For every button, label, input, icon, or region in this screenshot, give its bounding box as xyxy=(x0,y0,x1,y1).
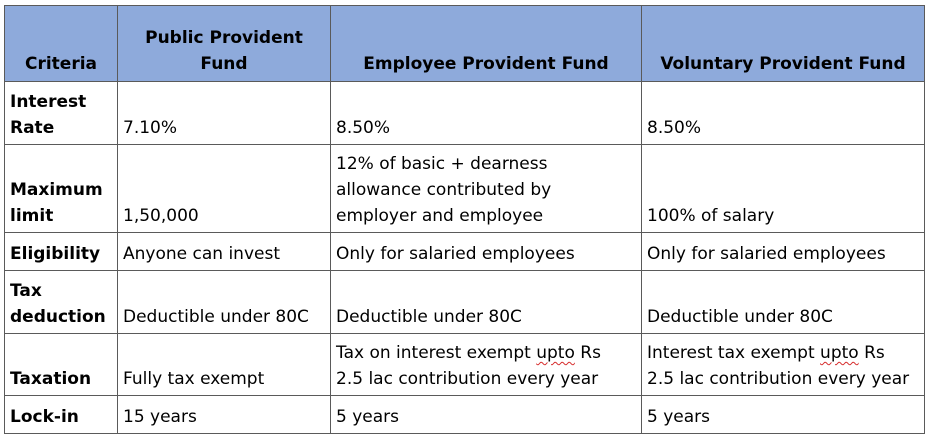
cell-text-part: Tax on interest exempt xyxy=(336,343,537,363)
epf-cell: Deductible under 80C xyxy=(331,271,642,334)
cell-text: 2.5 lac contribution every year xyxy=(336,369,599,389)
table-row-tax-deduction xyxy=(5,271,925,334)
epf-cell: 8.50% xyxy=(331,82,642,145)
ppf-cell: Anyone can invest xyxy=(118,233,331,271)
criteria-cell xyxy=(5,82,118,145)
criteria-text: Interest xyxy=(10,92,87,112)
vpf-cell xyxy=(642,334,925,396)
ppf-cell: 1,50,000 xyxy=(118,145,331,233)
cell-text-part: Rs xyxy=(574,343,601,363)
vpf-cell: 100% of salary xyxy=(642,145,925,233)
table-row-taxation xyxy=(5,334,925,396)
ppf-cell: 7.10% xyxy=(118,82,331,145)
epf-cell xyxy=(331,145,642,233)
epf-cell: 5 years xyxy=(331,396,642,434)
cell-text-part: Interest tax exempt xyxy=(647,343,821,363)
ppf-cell: Deductible under 80C xyxy=(118,271,331,334)
header-public-provident-fund: Public Provident Fund xyxy=(118,6,331,82)
cell-text-part: Rs xyxy=(858,343,885,363)
comparison-table-container xyxy=(4,5,925,434)
ppf-cell: 15 years xyxy=(118,396,331,434)
table-row-lock-in xyxy=(5,396,925,434)
header-employee-provident-fund: Employee Provident Fund xyxy=(331,6,642,82)
header-row xyxy=(5,6,925,82)
vpf-cell: 5 years xyxy=(642,396,925,434)
criteria-text: Rate xyxy=(10,118,55,138)
cell-text: 12% of basic + dearness xyxy=(336,154,548,174)
cell-text xyxy=(647,340,919,366)
header-criteria: Criteria xyxy=(5,6,118,82)
criteria-cell: Taxation xyxy=(5,334,118,396)
table-row-eligibility xyxy=(5,233,925,271)
header-voluntary-provident-fund: Voluntary Provident Fund xyxy=(642,6,925,82)
criteria-cell: Lock-in xyxy=(5,396,118,434)
vpf-cell: Deductible under 80C xyxy=(642,271,925,334)
vpf-cell: Only for salaried employees xyxy=(642,233,925,271)
misspelled-word: upto xyxy=(820,343,859,363)
criteria-cell xyxy=(5,145,118,233)
criteria-text: deduction xyxy=(10,307,106,327)
ppf-cell: Fully tax exempt xyxy=(118,334,331,396)
epf-cell xyxy=(331,334,642,396)
provident-fund-comparison-table xyxy=(4,5,925,434)
table-row-interest-rate xyxy=(5,82,925,145)
epf-cell: Only for salaried employees xyxy=(331,233,642,271)
criteria-cell: Eligibility xyxy=(5,233,118,271)
cell-text: employer and employee xyxy=(336,206,544,226)
cell-text xyxy=(336,340,636,366)
criteria-text: Tax xyxy=(10,281,42,301)
vpf-cell: 8.50% xyxy=(642,82,925,145)
criteria-cell xyxy=(5,271,118,334)
misspelled-word: upto xyxy=(536,343,575,363)
cell-text: allowance contributed by xyxy=(336,180,552,200)
cell-text: 2.5 lac contribution every year xyxy=(647,369,910,389)
criteria-text: Maximum xyxy=(10,180,103,200)
criteria-text: limit xyxy=(10,206,54,226)
table-row-maximum-limit xyxy=(5,145,925,233)
